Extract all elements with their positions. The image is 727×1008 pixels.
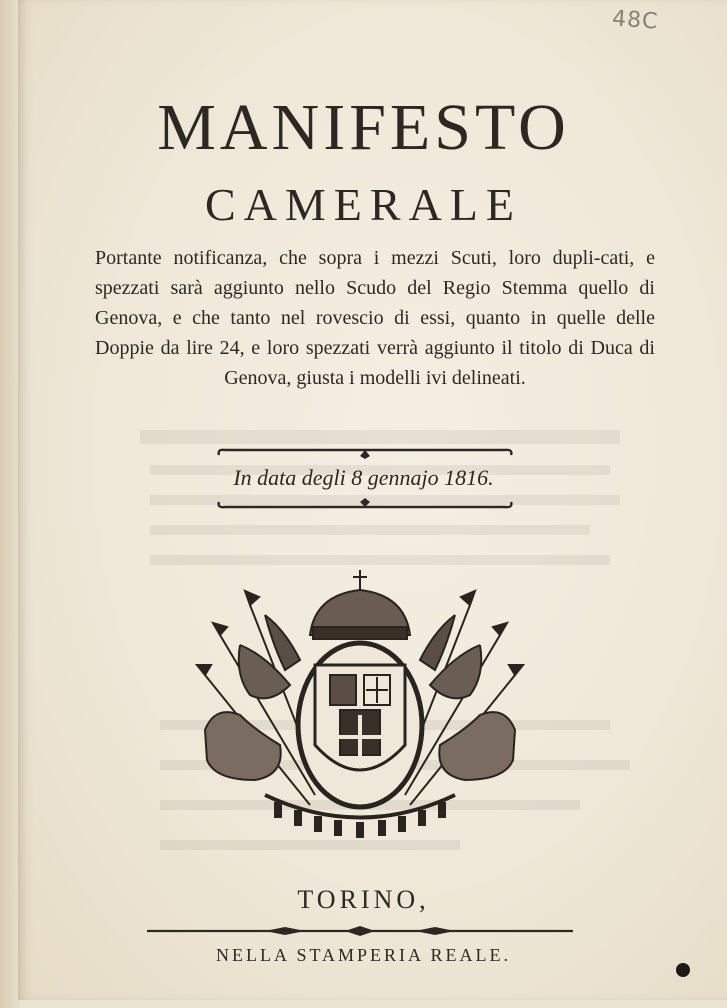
ornamental-rule-footer — [145, 925, 575, 937]
ornamental-rule-top — [215, 446, 515, 460]
ornamental-rule-bottom — [215, 497, 515, 511]
royal-coat-of-arms-icon — [195, 565, 525, 845]
place-of-printing: TORINO, — [297, 885, 430, 914]
document-description: Portante notificanza, che sopra i mezzi Scuti, loro dupli-cati, e spezzati sarà aggiunto nello Scudo del Regio Stemma quello di Genova, e che tanto nel rovescio di essi, quanto in quelle delle Doppie da lire 24, e loro spezzati verrà aggiunto il titolo di Duca di Genova, giusta i modelli ivi delineati. — [95, 247, 655, 389]
printer-imprint: NELLA STAMPERIA REALE. — [215, 945, 512, 965]
handwritten-annotation: 48C — [611, 6, 660, 35]
document-subtitle-heading: CAMERALE — [205, 179, 522, 230]
date-line: In data degli 8 gennajo 1816. — [233, 465, 494, 490]
ink-blot — [676, 963, 690, 977]
document-title: MANIFESTO — [157, 91, 570, 164]
